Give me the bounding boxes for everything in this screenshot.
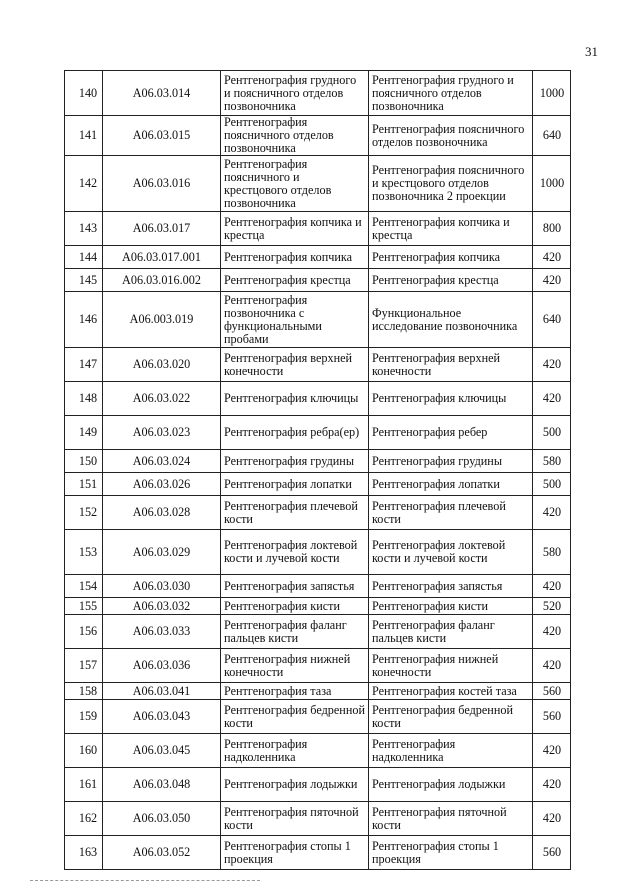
service-description: Рентгенография ребер bbox=[369, 416, 533, 450]
service-code: A06.03.033 bbox=[103, 615, 221, 649]
service-code: A06.03.014 bbox=[103, 71, 221, 116]
price-table-body bbox=[65, 71, 571, 870]
service-code: A06.003.019 bbox=[103, 292, 221, 348]
table-row bbox=[65, 575, 571, 598]
service-name: Рентгенография фаланг пальцев кисти bbox=[221, 615, 369, 649]
row-number: 161 bbox=[65, 768, 103, 802]
service-name: Рентгенография локтевой кости и лучевой кости bbox=[221, 530, 369, 575]
service-name: Рентгенография копчика и крестца bbox=[221, 212, 369, 246]
service-code: A06.03.036 bbox=[103, 649, 221, 683]
service-code: A06.03.020 bbox=[103, 348, 221, 382]
service-code: A06.03.041 bbox=[103, 683, 221, 700]
service-description: Рентгенография нижней конечности bbox=[369, 649, 533, 683]
service-code: A06.03.023 bbox=[103, 416, 221, 450]
service-code: A06.03.016 bbox=[103, 156, 221, 212]
service-price: 800 bbox=[533, 212, 571, 246]
service-code: A06.03.030 bbox=[103, 575, 221, 598]
service-price: 560 bbox=[533, 836, 571, 870]
row-number: 145 bbox=[65, 269, 103, 292]
table-row bbox=[65, 156, 571, 212]
service-description: Рентгенография крестца bbox=[369, 269, 533, 292]
row-number: 150 bbox=[65, 450, 103, 473]
service-name: Рентгенография кисти bbox=[221, 598, 369, 615]
service-description: Рентгенография поясничного отделов позвоночника bbox=[369, 116, 533, 156]
service-price: 520 bbox=[533, 598, 571, 615]
service-code: A06.03.017 bbox=[103, 212, 221, 246]
service-code: A06.03.045 bbox=[103, 734, 221, 768]
service-name: Рентгенография копчика bbox=[221, 246, 369, 269]
row-number: 152 bbox=[65, 496, 103, 530]
service-name: Рентгенография ребра(ер) bbox=[221, 416, 369, 450]
service-name: Рентгенография стопы 1 проекция bbox=[221, 836, 369, 870]
service-name: Рентгенография поясничного отделов позвоночника bbox=[221, 116, 369, 156]
service-code: A06.03.026 bbox=[103, 473, 221, 496]
table-row bbox=[65, 292, 571, 348]
service-code: A06.03.029 bbox=[103, 530, 221, 575]
table-row bbox=[65, 615, 571, 649]
row-number: 140 bbox=[65, 71, 103, 116]
table-row bbox=[65, 683, 571, 700]
service-description: Рентгенография запястья bbox=[369, 575, 533, 598]
service-description: Рентгенография грудины bbox=[369, 450, 533, 473]
service-name: Рентгенография нижней конечности bbox=[221, 649, 369, 683]
table-row bbox=[65, 700, 571, 734]
service-description: Рентгенография локтевой кости и лучевой кости bbox=[369, 530, 533, 575]
page-number: 31 bbox=[585, 44, 598, 59]
service-price: 1000 bbox=[533, 156, 571, 212]
service-price: 500 bbox=[533, 416, 571, 450]
service-name: Рентгенография грудного и поясничного отделов позвоночника bbox=[221, 71, 369, 116]
service-code: A06.03.015 bbox=[103, 116, 221, 156]
service-name: Рентгенография позвоночника с функциональными пробами bbox=[221, 292, 369, 348]
table-row bbox=[65, 382, 571, 416]
service-code: A06.03.050 bbox=[103, 802, 221, 836]
service-price: 640 bbox=[533, 116, 571, 156]
service-description: Рентгенография надколенника bbox=[369, 734, 533, 768]
table-row bbox=[65, 530, 571, 575]
table-row bbox=[65, 116, 571, 156]
service-name: Рентгенография грудины bbox=[221, 450, 369, 473]
service-description: Рентгенография бедренной кости bbox=[369, 700, 533, 734]
service-price: 580 bbox=[533, 450, 571, 473]
price-table bbox=[64, 70, 571, 870]
service-description: Рентгенография пяточной кости bbox=[369, 802, 533, 836]
service-description: Рентгенография плечевой кости bbox=[369, 496, 533, 530]
service-price: 560 bbox=[533, 700, 571, 734]
service-price: 420 bbox=[533, 246, 571, 269]
service-description: Рентгенография лодыжки bbox=[369, 768, 533, 802]
row-number: 157 bbox=[65, 649, 103, 683]
row-number: 155 bbox=[65, 598, 103, 615]
row-number: 159 bbox=[65, 700, 103, 734]
row-number: 144 bbox=[65, 246, 103, 269]
table-row bbox=[65, 734, 571, 768]
service-price: 420 bbox=[533, 382, 571, 416]
service-price: 640 bbox=[533, 292, 571, 348]
service-price: 580 bbox=[533, 530, 571, 575]
service-code: A06.03.048 bbox=[103, 768, 221, 802]
service-description: Рентгенография грудного и поясничного отделов позвоночника bbox=[369, 71, 533, 116]
table-row bbox=[65, 473, 571, 496]
service-description: Рентгенография стопы 1 проекция bbox=[369, 836, 533, 870]
service-name: Рентгенография поясничного и крестцового отделов позвоночника bbox=[221, 156, 369, 212]
service-name: Рентгенография пяточной кости bbox=[221, 802, 369, 836]
service-price: 500 bbox=[533, 473, 571, 496]
service-price: 420 bbox=[533, 649, 571, 683]
service-name: Рентгенография лопатки bbox=[221, 473, 369, 496]
row-number: 154 bbox=[65, 575, 103, 598]
service-price: 420 bbox=[533, 768, 571, 802]
service-code: A06.03.052 bbox=[103, 836, 221, 870]
row-number: 142 bbox=[65, 156, 103, 212]
service-description: Рентгенография фаланг пальцев кисти bbox=[369, 615, 533, 649]
service-name: Рентгенография запястья bbox=[221, 575, 369, 598]
service-price: 420 bbox=[533, 348, 571, 382]
table-row bbox=[65, 212, 571, 246]
service-description: Рентгенография верхней конечности bbox=[369, 348, 533, 382]
table-row bbox=[65, 649, 571, 683]
table-row bbox=[65, 348, 571, 382]
row-number: 160 bbox=[65, 734, 103, 768]
table-row bbox=[65, 802, 571, 836]
table-row bbox=[65, 836, 571, 870]
service-description: Функциональное исследование позвоночника bbox=[369, 292, 533, 348]
service-price: 420 bbox=[533, 575, 571, 598]
row-number: 162 bbox=[65, 802, 103, 836]
table-row bbox=[65, 496, 571, 530]
table-row bbox=[65, 598, 571, 615]
row-number: 156 bbox=[65, 615, 103, 649]
row-number: 163 bbox=[65, 836, 103, 870]
service-price: 420 bbox=[533, 734, 571, 768]
service-name: Рентгенография плечевой кости bbox=[221, 496, 369, 530]
service-name: Рентгенография ключицы bbox=[221, 382, 369, 416]
service-description: Рентгенография костей таза bbox=[369, 683, 533, 700]
service-code: A06.03.022 bbox=[103, 382, 221, 416]
service-description: Рентгенография копчика и крестца bbox=[369, 212, 533, 246]
service-code: A06.03.024 bbox=[103, 450, 221, 473]
row-number: 151 bbox=[65, 473, 103, 496]
row-number: 141 bbox=[65, 116, 103, 156]
row-number: 148 bbox=[65, 382, 103, 416]
service-description: Рентгенография ключицы bbox=[369, 382, 533, 416]
row-number: 143 bbox=[65, 212, 103, 246]
service-name: Рентгенография верхней конечности bbox=[221, 348, 369, 382]
service-description: Рентгенография лопатки bbox=[369, 473, 533, 496]
service-price: 420 bbox=[533, 496, 571, 530]
service-description: Рентгенография кисти bbox=[369, 598, 533, 615]
table-row bbox=[65, 768, 571, 802]
service-code: A06.03.016.002 bbox=[103, 269, 221, 292]
service-price: 420 bbox=[533, 615, 571, 649]
service-code: A06.03.043 bbox=[103, 700, 221, 734]
service-code: A06.03.017.001 bbox=[103, 246, 221, 269]
row-number: 158 bbox=[65, 683, 103, 700]
table-row bbox=[65, 246, 571, 269]
table-row bbox=[65, 269, 571, 292]
service-name: Рентгенография лодыжки bbox=[221, 768, 369, 802]
service-price: 420 bbox=[533, 269, 571, 292]
table-row bbox=[65, 450, 571, 473]
row-number: 147 bbox=[65, 348, 103, 382]
row-number: 153 bbox=[65, 530, 103, 575]
service-name: Рентгенография крестца bbox=[221, 269, 369, 292]
service-price: 560 bbox=[533, 683, 571, 700]
table-row bbox=[65, 71, 571, 116]
row-number: 146 bbox=[65, 292, 103, 348]
service-name: Рентгенография таза bbox=[221, 683, 369, 700]
service-code: A06.03.032 bbox=[103, 598, 221, 615]
service-description: Рентгенография копчика bbox=[369, 246, 533, 269]
service-code: A06.03.028 bbox=[103, 496, 221, 530]
table-row bbox=[65, 416, 571, 450]
service-description: Рентгенография поясничного и крестцового отделов позвоночника 2 проекции bbox=[369, 156, 533, 212]
service-price: 1000 bbox=[533, 71, 571, 116]
row-number: 149 bbox=[65, 416, 103, 450]
service-name: Рентгенография надколенника bbox=[221, 734, 369, 768]
service-name: Рентгенография бедренной кости bbox=[221, 700, 369, 734]
service-price: 420 bbox=[533, 802, 571, 836]
footer-divider bbox=[30, 880, 260, 881]
